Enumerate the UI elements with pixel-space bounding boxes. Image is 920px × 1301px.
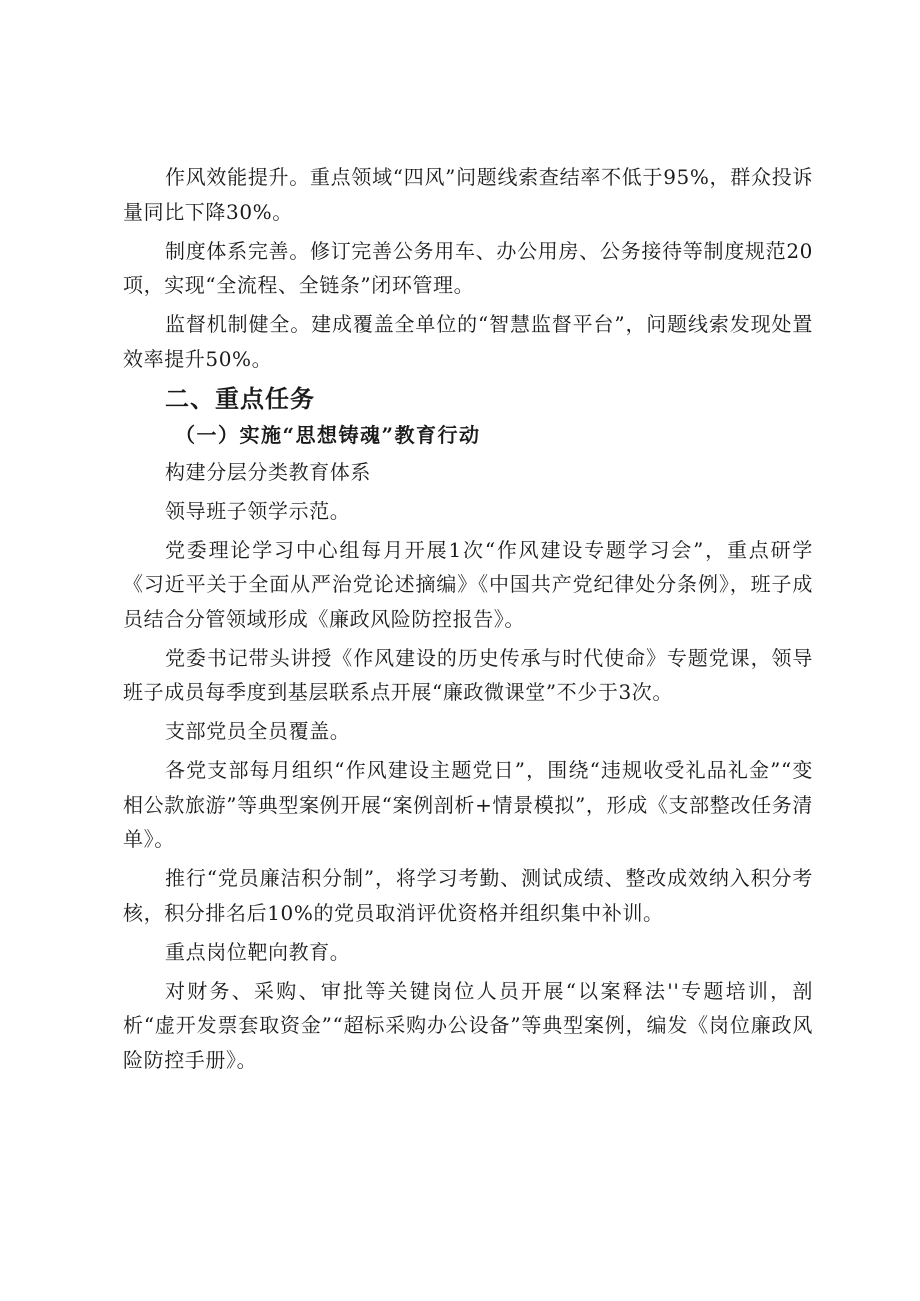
paragraph-party-lecture: 党委书记带头讲授《作风建设的历史传承与时代使命》专题党课，领导班子成员每季度到基层联系点开展“廉政微课堂”不少于3次。 xyxy=(123,645,813,704)
paragraph-integrity-points: 推行“党员廉洁积分制”，将学习考勤、测试成绩、整改成效纳入积分考核，积分排名后10%的党员取消评优资格并组织集中补训。 xyxy=(123,866,813,925)
paragraph-study-meeting: 党委理论学习中心组每月开展1次“作风建设专题学习会”，重点研学《习近平关于全面从严治党论述摘编》《中国共产党纪律处分条例》，班子成员结合分管领域形成《廉政风险防控报告》。 xyxy=(123,537,813,631)
paragraph-key-post-education: 重点岗位靶向教育。 xyxy=(165,939,351,964)
subsection-heading: （一）实施“思想铸魂”教育行动 xyxy=(175,422,481,447)
section-heading: 二、重点任务 xyxy=(165,384,315,413)
paragraph-leadership-demo: 领导班子领学示范。 xyxy=(165,498,351,523)
paragraph-system-improvement: 制度体系完善。修订完善公务用车、办公用房、公务接待等制度规范20项，实现“全流程、全链条”闭环管理。 xyxy=(123,238,813,297)
paragraph-case-training: 对财务、采购、审批等关键岗位人员开展“以案释法''专题培训，剖析“虚开发票套取资金”“超标采购办公设备”等典型案例，编发《岗位廉政风险防控手册》。 xyxy=(123,978,813,1072)
paragraph-education-system: 构建分层分类教育体系 xyxy=(165,459,371,484)
paragraph-style-efficiency: 作风效能提升。重点领域“四风”问题线索查结率不低于95%，群众投诉量同比下降30%。 xyxy=(123,165,813,224)
paragraph-branch-coverage: 支部党员全员覆盖。 xyxy=(165,719,351,743)
paragraph-theme-day: 各党支部每月组织“作风建设主题党日”，围绕“违规收受礼品礼金”“变相公款旅游”等典型案例开展“案例剖析+情景模拟”，形成《支部整改任务清单》。 xyxy=(123,758,813,851)
paragraph-supervision-mechanism: 监督机制健全。建成覆盖全单位的“智慧监督平台”，问题线索发现处置效率提升50%。 xyxy=(123,312,813,371)
document-body xyxy=(123,160,813,1082)
